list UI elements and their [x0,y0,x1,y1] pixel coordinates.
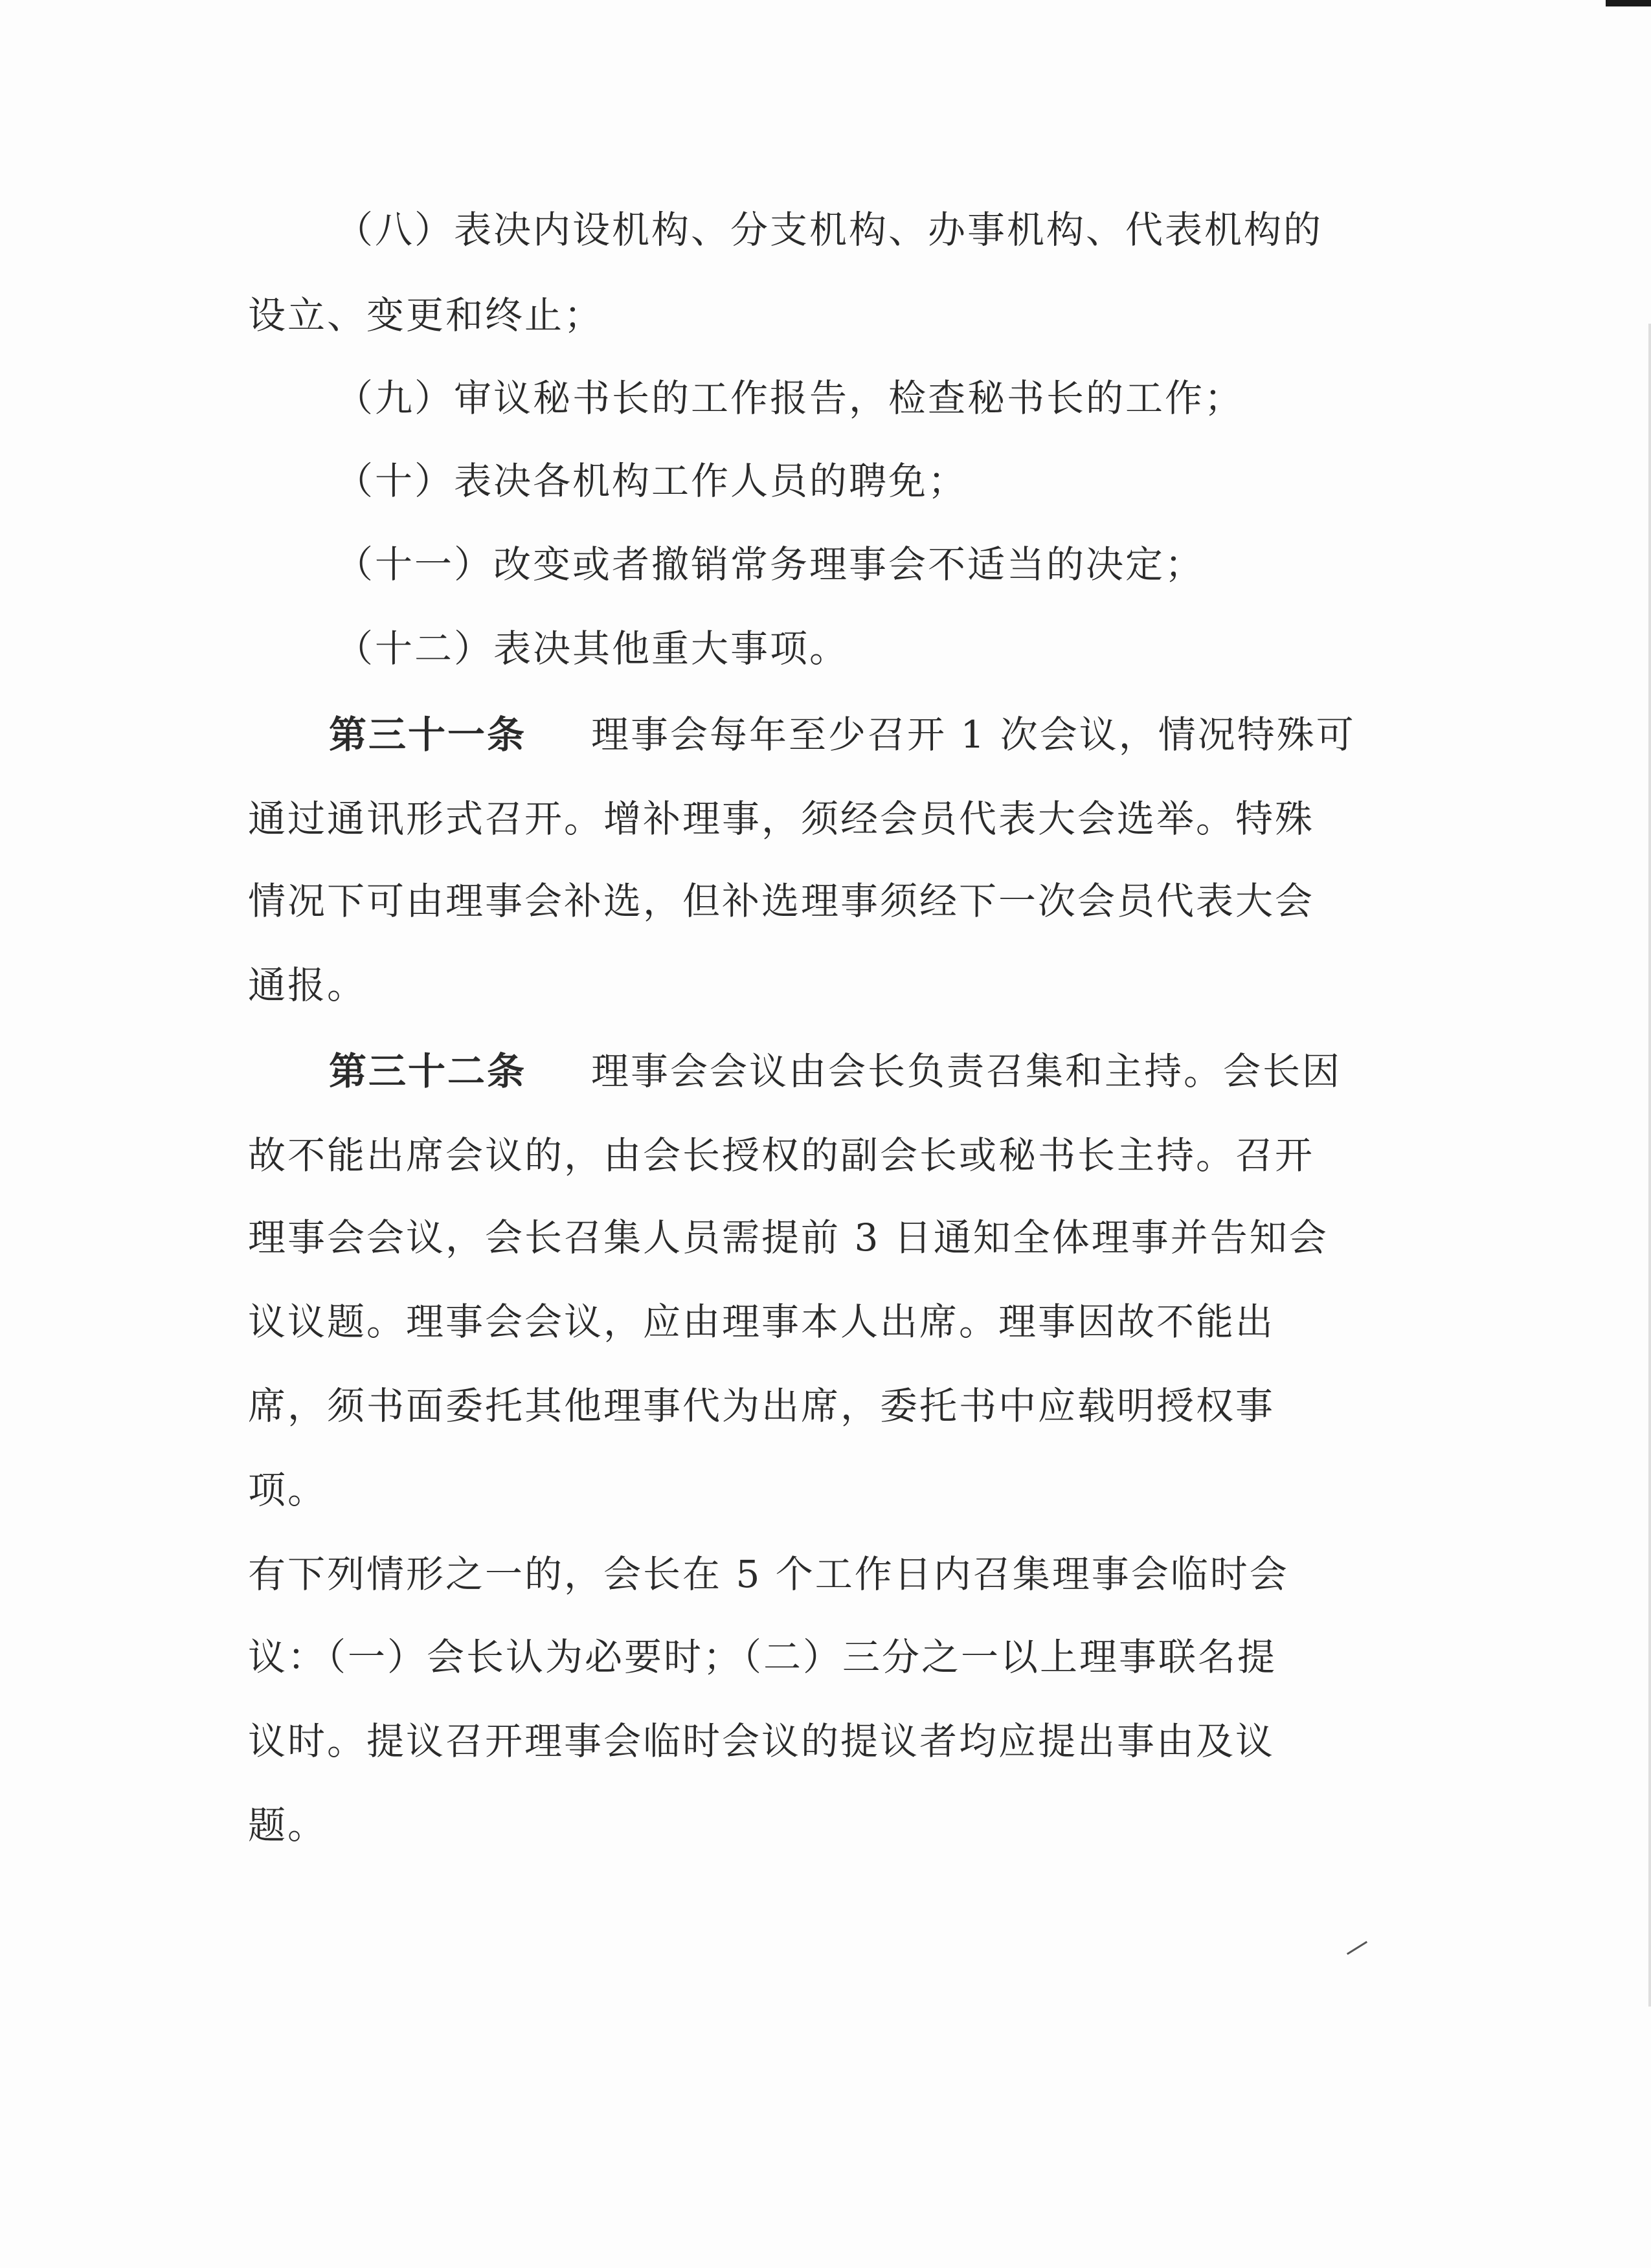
article-31-line-3: 情况下可由理事会补选，但补选理事须经下一次会员代表大会 [248,879,1315,923]
clause-11: （十一）改变或者撤销常务理事会不适当的决定； [335,542,1205,586]
article-32-line-3: 理事会会议，会长召集人员需提前 3 日通知全体理事并告知会 [248,1216,1329,1260]
clause-12: （十二）表决其他重大事项。 [335,627,849,671]
article-32-line-2: 故不能出席会议的，由会长授权的副会长或秘书长主持。召开 [248,1133,1315,1177]
interim-meeting-line-2: 议：（一）会长认为必要时；（二）三分之一以上理事联名提 [248,1635,1277,1679]
article-32-text: 理事会会议由会长负责召集和主持。会长因 [591,1049,1342,1093]
article-32-line-5: 席，须书面委托其他理事代为出席，委托书中应载明授权事 [248,1384,1275,1428]
clause-8-line-1: （八）表决内设机构、分支机构、办事机构、代表机构的 [335,208,1323,252]
article-31-line-1 [329,709,1651,761]
article-31-text: 理事会每年至少召开 1 次会议，情况特殊可 [591,713,1356,757]
article-32-line-6: 项。 [248,1468,328,1512]
article-31-line-2: 通过通讯形式召开。增补理事，须经会员代表大会选举。特殊 [248,797,1315,841]
clause-10: （十）表决各机构工作人员的聘免； [335,459,968,503]
article-32-line-4: 议议题。理事会会议，应由理事本人出席。理事因故不能出 [248,1300,1275,1344]
clause-9: （九）审议秘书长的工作报告，检查秘书长的工作； [335,376,1244,420]
article-31-line-4: 通报。 [248,963,367,1007]
interim-meeting-line-4: 题。 [248,1803,328,1847]
pen-stroke-mark [1347,1941,1367,1955]
article-32-line-1 [329,1045,1651,1097]
article-32-heading: 第三十二条 [329,1049,527,1093]
scan-edge-mark [1606,0,1651,6]
interim-meeting-line-3: 议时。提议召开理事会临时会议的提议者均应提出事由及议 [248,1719,1275,1763]
article-31-heading: 第三十一条 [329,713,527,757]
interim-meeting-line-1: 有下列情形之一的，会长在 5 个工作日内召集理事会临时会 [248,1552,1289,1596]
clause-8-line-2: 设立、变更和终止； [248,293,604,337]
